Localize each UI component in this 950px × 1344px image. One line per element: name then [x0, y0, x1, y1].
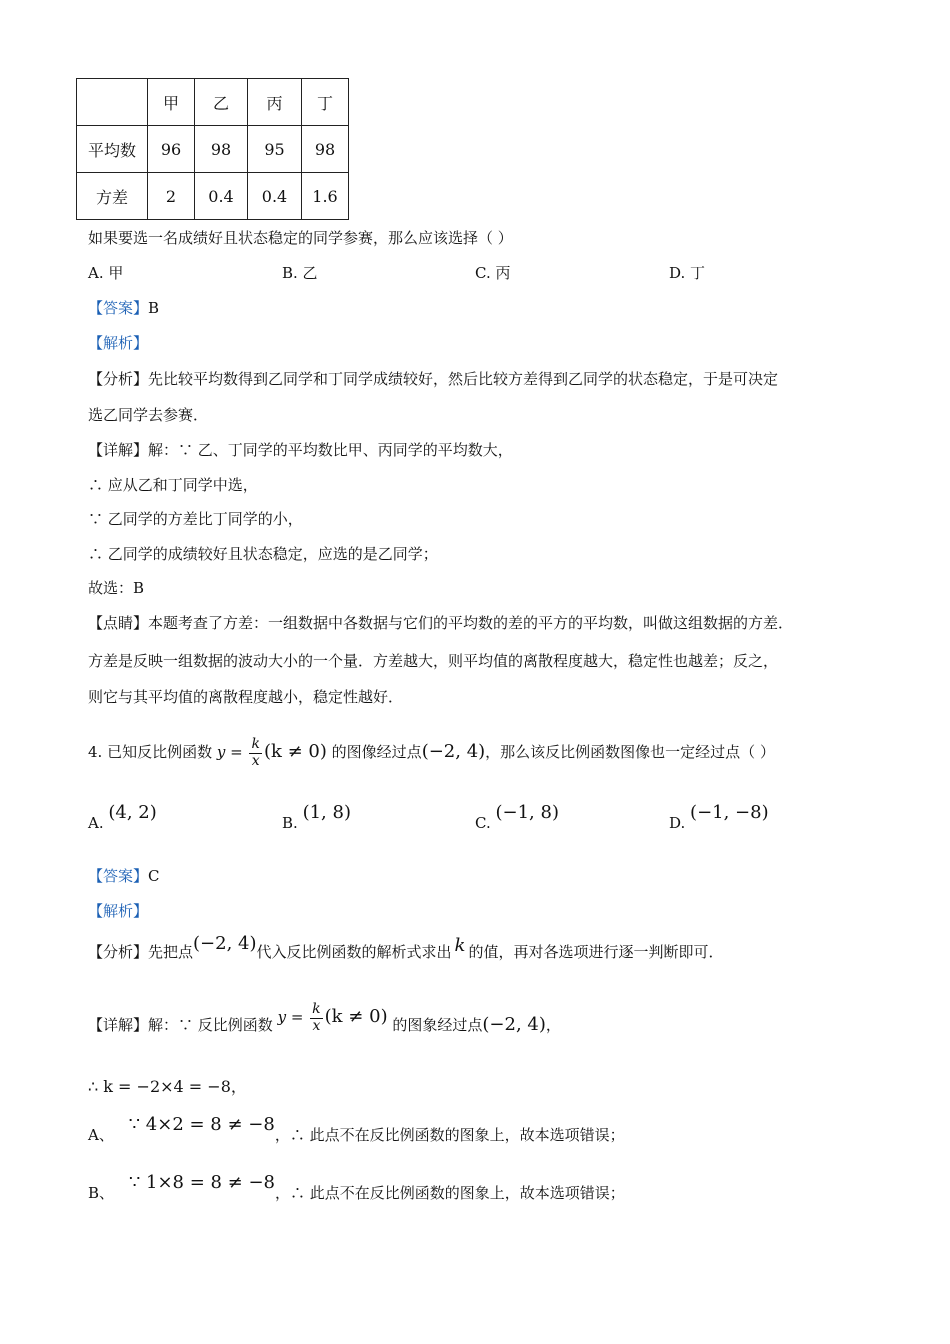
q4-answer [88, 865, 160, 886]
q3-question: 如果要选一名成绩好且状态稳定的同学参赛，那么应该选择（ ） [88, 229, 513, 247]
q4-prefix: 4. 已知反比例函数 [88, 743, 213, 761]
dianjing-tag: 【点睛】 [88, 614, 149, 632]
score-table [76, 78, 349, 220]
q3-dianjing [88, 612, 793, 633]
q4-check-a [88, 1114, 625, 1152]
xiangjie-text: 解：∵ 乙、丁同学的平均数比甲、丙同学的平均数大， [148, 441, 513, 459]
fenxi-text: 先把点 [148, 943, 194, 961]
q4-option-a [88, 802, 157, 833]
q4-analysis-tag: 【解析】 [88, 902, 149, 920]
table-cell: 1.6 [302, 173, 349, 220]
table-header-cell: 甲 [148, 79, 195, 126]
answer-tag: 【答案】 [88, 867, 149, 885]
option-value: (−1, −8) [690, 802, 769, 823]
option-letter: A. [88, 814, 104, 832]
answer-value: B [148, 299, 160, 317]
frac-numerator: k [251, 736, 260, 753]
check-label: B、 [88, 1184, 115, 1202]
q3-step-4: ∴ 乙同学的成绩较好且状态稳定，应选的是乙同学； [88, 545, 438, 563]
frac-numerator: k [312, 1001, 321, 1018]
func-y: y [216, 743, 226, 761]
q4-fenxi [88, 935, 723, 969]
check-text: ，∴ 此点不在反比例函数的图象上，故本选项错误； [275, 1184, 625, 1202]
option-letter: C. [475, 814, 491, 832]
q4-point: (−2, 4) [421, 741, 486, 762]
xiangjie-tag: 【详解】 [88, 441, 149, 459]
fenxi-text: 的值，再对各选项进行逐一判断即可． [468, 943, 724, 961]
q3-option-d: D. 丁 [669, 264, 706, 282]
q3-fenxi [88, 368, 778, 389]
check-label: A、 [88, 1126, 114, 1144]
fenxi-tag: 【分析】 [88, 943, 149, 961]
table-cell: 98 [302, 126, 349, 173]
func-fraction [310, 1002, 322, 1034]
q4-xiangjie [88, 1000, 561, 1050]
q4-middle: 的图像经过点 [331, 743, 422, 761]
fenxi-tag: 【分析】 [88, 370, 149, 388]
q4-option-b [282, 802, 351, 833]
frac-denominator: x [312, 1017, 321, 1034]
q3-step-3: ∵ 乙同学的方差比丁同学的小， [88, 510, 303, 528]
func-eq: = [286, 1008, 309, 1026]
option-value: (−1, 8) [495, 802, 559, 823]
table-header-cell: 丙 [248, 79, 302, 126]
check-math: ∵ 4×2 = 8 ≠ −8 [128, 1114, 275, 1135]
q4-suffix: ，那么该反比例函数图像也一定经过点（ ） [485, 743, 775, 761]
table-header-cell: 丁 [302, 79, 349, 126]
table-cell: 96 [148, 126, 195, 173]
row-label: 平均数 [77, 126, 148, 173]
table-header-cell: 乙 [195, 79, 248, 126]
xiangjie-text: 解：∵ 反比例函数 [148, 1016, 273, 1034]
frac-denominator: x [251, 752, 260, 769]
xiangjie-text: ， [545, 1016, 561, 1034]
q3-dianjing-line2: 方差是反映一组数据的波动大小的一个量．方差越大，则平均值的离散程度越大，稳定性也越差；反之， [88, 652, 779, 670]
xiangjie-point: (−2, 4) [482, 1014, 546, 1035]
func-condition: (k ≠ 0) [324, 1006, 388, 1027]
q3-option-a: A. 甲 [88, 264, 124, 282]
fenxi-text: 代入反比例函数的解析式求出 [256, 943, 452, 961]
table-corner-cell [77, 79, 148, 126]
fenxi-point: (−2, 4) [193, 933, 257, 954]
option-letter: D. [669, 814, 686, 832]
q4-question [88, 728, 775, 776]
q3-analysis-tag: 【解析】 [88, 334, 149, 352]
q3-option-c: C. 丙 [475, 264, 511, 282]
q3-dianjing-line3: 则它与其平均值的离散程度越小，稳定性越好． [88, 688, 404, 706]
q4-k-line: ∴ k = −2×4 = −8， [88, 1077, 247, 1096]
check-math: ∵ 1×8 = 8 ≠ −8 [128, 1172, 276, 1193]
table-row [77, 173, 349, 220]
q3-option-b: B. 乙 [282, 264, 318, 282]
func-eq: = [225, 743, 248, 761]
table-cell: 95 [248, 126, 302, 173]
q4-option-d [669, 802, 769, 833]
xiangjie-text: 的图象经过点 [392, 1016, 483, 1034]
q3-step-5: 故选：B [88, 579, 145, 597]
table-cell: 0.4 [248, 173, 302, 220]
fenxi-k: k [454, 935, 466, 956]
answer-value: C [148, 867, 160, 885]
option-letter: B. [282, 814, 298, 832]
q3-step-2: ∴ 应从乙和丁同学中选， [88, 476, 258, 494]
q3-answer [88, 297, 159, 318]
table-cell: 2 [148, 173, 195, 220]
fenxi-text: 先比较平均数得到乙同学和丁同学成绩较好，然后比较方差得到乙同学的状态稳定，于是可决定 [148, 370, 779, 388]
table-cell: 98 [195, 126, 248, 173]
q4-option-c [475, 802, 559, 833]
xiangjie-tag: 【详解】 [88, 1016, 149, 1034]
dianjing-text: 本题考查了方差：一组数据中各数据与它们的平均数的差的平方的平均数，叫做这组数据的方差． [148, 614, 794, 632]
func-condition: (k ≠ 0) [263, 741, 327, 762]
q3-fenxi-line2: 选乙同学去参赛． [88, 406, 209, 424]
q4-check-b [88, 1172, 625, 1210]
option-value: (4, 2) [108, 802, 157, 823]
q3-xiangjie [88, 439, 513, 460]
func-y: y [277, 1008, 287, 1026]
option-value: (1, 8) [302, 802, 351, 823]
table-row [77, 126, 349, 173]
check-text: ，∴ 此点不在反比例函数的图象上，故本选项错误； [274, 1126, 625, 1144]
row-label: 方差 [77, 173, 148, 220]
answer-tag: 【答案】 [88, 299, 149, 317]
table-cell: 0.4 [195, 173, 248, 220]
func-fraction [249, 737, 261, 769]
